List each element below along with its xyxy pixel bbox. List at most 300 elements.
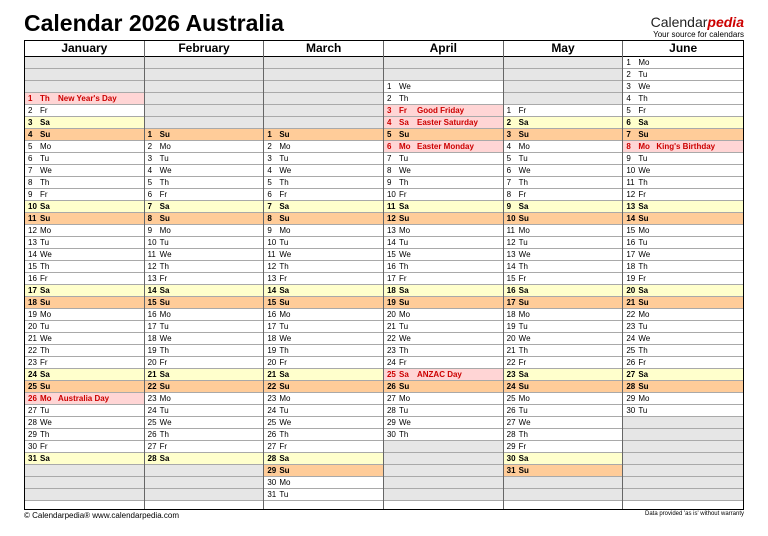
day-cell: [25, 333, 144, 345]
day-number: 20: [267, 358, 277, 367]
weekday-label: Tu: [279, 238, 289, 247]
day-number: 1: [267, 130, 272, 139]
weekday-label: Fr: [279, 274, 287, 283]
day-cell: [384, 285, 503, 297]
holiday-cell: [25, 393, 144, 405]
day-number: 14: [267, 286, 277, 295]
day-cell: [623, 105, 743, 117]
holiday-cell: [623, 141, 743, 153]
day-cell: [504, 117, 623, 129]
weekday-label: Fr: [40, 190, 48, 199]
weekday-label: Tu: [40, 238, 50, 247]
weekday-label: Su: [159, 214, 170, 223]
blank-cell: [504, 57, 623, 69]
weekday-label: Th: [279, 430, 289, 439]
day-number: 22: [626, 310, 636, 319]
blank-cell: [504, 489, 623, 501]
day-number: 11: [267, 250, 276, 259]
day-number: 24: [147, 406, 157, 415]
month-header: January: [25, 41, 144, 57]
day-number: 18: [506, 310, 516, 319]
day-cell: [504, 381, 623, 393]
day-number: 28: [626, 382, 636, 391]
day-cell: [384, 429, 503, 441]
day-number: 2: [267, 142, 272, 151]
day-number: 16: [386, 262, 396, 271]
weekday-label: Fr: [398, 358, 407, 367]
day-cell: [264, 177, 383, 189]
day-cell: [25, 417, 144, 429]
day-cell: [384, 237, 503, 249]
day-number: 4: [506, 142, 512, 151]
day-number: 13: [506, 250, 516, 259]
day-cell: [384, 417, 503, 429]
day-cell: [384, 249, 503, 261]
day-number: 22: [147, 382, 157, 391]
day-number: 19: [267, 346, 277, 355]
weekday-label: Th: [40, 178, 50, 187]
weekday-label: Su: [159, 298, 170, 307]
day-cell: [145, 249, 264, 261]
day-cell: [504, 297, 623, 309]
weekday-label: Th: [159, 346, 169, 355]
day-number: 11: [28, 214, 37, 223]
weekday-label: Fr: [279, 442, 287, 451]
weekday-label: Sa: [398, 370, 409, 379]
day-number: 8: [506, 190, 512, 199]
blank-cell: [264, 69, 383, 81]
day-number: 21: [267, 370, 277, 379]
weekday-label: Sa: [518, 454, 529, 463]
holiday-cell: [384, 369, 503, 381]
day-cell: [145, 405, 264, 417]
day-cell: [504, 321, 623, 333]
day-cell: [264, 441, 383, 453]
day-cell: [623, 369, 743, 381]
day-cell: [623, 93, 743, 105]
day-cell: [264, 357, 383, 369]
day-cell: [264, 417, 383, 429]
weekday-label: Su: [40, 130, 51, 139]
day-cell: [504, 177, 623, 189]
day-cell: [384, 201, 503, 213]
month-column-may: [504, 41, 624, 509]
day-cell: [623, 381, 743, 393]
weekday-label: Sa: [518, 118, 529, 127]
weekday-label: Tu: [40, 406, 50, 415]
blank-cell: [264, 57, 383, 69]
day-number: 24: [506, 382, 516, 391]
weekday-label: Tu: [279, 322, 289, 331]
day-number: 25: [28, 382, 37, 391]
day-number: 21: [506, 346, 516, 355]
day-number: 30: [28, 442, 37, 451]
day-number: 14: [28, 250, 37, 259]
day-number: 16: [147, 310, 157, 319]
day-cell: [25, 153, 144, 165]
weekday-label: Fr: [518, 190, 527, 199]
day-cell: [25, 357, 144, 369]
day-cell: [145, 225, 264, 237]
weekday-label: Su: [40, 214, 51, 223]
day-cell: [384, 357, 503, 369]
day-cell: [384, 177, 503, 189]
day-number: 12: [386, 214, 396, 223]
weekday-label: We: [40, 418, 52, 427]
weekday-label: We: [638, 250, 651, 259]
day-number: 6: [147, 190, 153, 199]
weekday-label: Sa: [279, 370, 290, 379]
weekday-label: Sa: [159, 454, 170, 463]
day-cell: [504, 333, 623, 345]
blank-cell: [384, 69, 503, 81]
day-cell: [623, 405, 743, 417]
weekday-label: Th: [398, 94, 409, 103]
day-cell: [25, 117, 144, 129]
weekday-label: We: [279, 250, 292, 259]
day-cell: [623, 321, 743, 333]
weekday-label: Su: [279, 382, 290, 391]
day-number: 10: [506, 214, 516, 223]
holiday-name: King's Birthday: [656, 142, 716, 151]
day-number: 7: [28, 166, 33, 175]
day-number: 9: [267, 226, 272, 235]
day-cell: [384, 153, 503, 165]
weekday-label: Su: [518, 298, 529, 307]
weekday-label: Su: [279, 214, 290, 223]
weekday-label: Th: [159, 430, 169, 439]
day-number: 26: [626, 358, 636, 367]
blank-cell: [384, 57, 503, 69]
day-number: 26: [28, 394, 37, 403]
weekday-label: Mo: [398, 310, 411, 319]
weekday-label: Fr: [159, 190, 168, 199]
weekday-label: Su: [638, 214, 649, 223]
weekday-label: Mo: [159, 394, 171, 403]
brand-wordmark: [651, 14, 744, 30]
weekday-label: Tu: [518, 238, 528, 247]
blank-cell: [623, 465, 743, 477]
day-cell: [145, 285, 264, 297]
day-number: 27: [626, 370, 636, 379]
day-number: 3: [267, 154, 272, 163]
day-cell: [264, 129, 383, 141]
day-number: 31: [267, 490, 277, 499]
brand-tagline: Your source for calendars: [653, 30, 744, 39]
weekday-label: We: [638, 334, 651, 343]
month-column-march: [264, 41, 384, 509]
day-number: 9: [28, 190, 33, 199]
weekday-label: Su: [159, 130, 170, 139]
weekday-label: Mo: [398, 394, 411, 403]
weekday-label: Tu: [518, 154, 528, 163]
day-number: 28: [147, 454, 157, 463]
weekday-label: Su: [398, 214, 410, 223]
day-cell: [264, 213, 383, 225]
page-title: Calendar 2026 Australia: [24, 10, 284, 36]
day-number: 26: [506, 406, 516, 415]
weekday-label: Tu: [398, 322, 409, 331]
day-cell: [504, 237, 623, 249]
weekday-label: We: [518, 166, 531, 175]
weekday-label: Mo: [638, 226, 650, 235]
day-cell: [264, 237, 383, 249]
day-number: 16: [28, 274, 37, 283]
weekday-label: Tu: [159, 154, 169, 163]
day-number: 22: [28, 346, 37, 355]
weekday-label: Su: [518, 466, 529, 475]
day-cell: [25, 237, 144, 249]
day-cell: [145, 357, 264, 369]
blank-cell: [145, 81, 264, 93]
weekday-label: Tu: [638, 406, 648, 415]
day-cell: [145, 261, 264, 273]
day-number: 5: [506, 154, 512, 163]
month-column-april: [384, 41, 504, 509]
weekday-label: Tu: [40, 154, 50, 163]
weekday-label: We: [638, 82, 651, 91]
day-cell: [25, 429, 144, 441]
day-cell: [264, 141, 383, 153]
day-cell: [264, 393, 383, 405]
weekday-label: Tu: [638, 154, 648, 163]
day-cell: [25, 285, 144, 297]
day-number: 5: [386, 130, 392, 139]
day-cell: [623, 393, 743, 405]
holiday-name: Good Friday: [416, 106, 465, 115]
blank-cell: [504, 81, 623, 93]
weekday-label: Th: [40, 430, 50, 439]
weekday-label: Th: [518, 346, 528, 355]
weekday-label: Th: [638, 262, 648, 271]
day-cell: [25, 189, 144, 201]
day-cell: [264, 465, 383, 477]
day-cell: [25, 141, 144, 153]
day-cell: [384, 321, 503, 333]
day-cell: [264, 489, 383, 501]
weekday-label: Th: [279, 178, 289, 187]
day-number: 6: [267, 190, 272, 199]
day-number: 26: [147, 430, 157, 439]
day-cell: [25, 249, 144, 261]
weekday-label: We: [398, 166, 411, 175]
weekday-label: Th: [279, 262, 289, 271]
weekday-label: We: [398, 418, 411, 427]
weekday-label: Tu: [518, 322, 528, 331]
weekday-label: Sa: [40, 286, 50, 295]
day-cell: [25, 441, 144, 453]
day-number: 29: [28, 430, 37, 439]
weekday-label: Su: [279, 466, 290, 475]
blank-cell: [145, 465, 264, 477]
weekday-label: Sa: [518, 370, 529, 379]
day-number: 24: [386, 358, 396, 367]
day-cell: [623, 333, 743, 345]
day-cell: [384, 261, 503, 273]
weekday-label: Sa: [279, 202, 290, 211]
weekday-label: Fr: [518, 274, 527, 283]
weekday-label: Fr: [279, 190, 287, 199]
weekday-label: Fr: [159, 358, 168, 367]
day-cell: [264, 477, 383, 489]
weekday-label: Mo: [40, 226, 52, 235]
weekday-label: Sa: [40, 118, 50, 127]
day-cell: [384, 225, 503, 237]
day-number: 13: [626, 202, 636, 211]
day-number: 11: [626, 178, 635, 187]
day-cell: [504, 393, 623, 405]
weekday-label: Su: [518, 382, 529, 391]
weekday-label: Fr: [159, 442, 168, 451]
weekday-label: Th: [638, 94, 648, 103]
weekday-label: Th: [638, 178, 648, 187]
day-number: 1: [147, 130, 153, 139]
day-cell: [504, 345, 623, 357]
day-number: 25: [626, 346, 636, 355]
blank-cell: [25, 477, 144, 489]
day-number: 27: [267, 442, 277, 451]
day-number: 21: [386, 322, 396, 331]
day-cell: [384, 81, 503, 93]
day-cell: [504, 261, 623, 273]
day-number: 24: [28, 370, 37, 379]
day-cell: [145, 213, 264, 225]
weekday-label: We: [40, 334, 52, 343]
day-cell: [25, 225, 144, 237]
day-cell: [25, 321, 144, 333]
day-number: 23: [626, 322, 636, 331]
weekday-label: Tu: [40, 322, 50, 331]
day-number: 4: [267, 166, 272, 175]
day-number: 9: [386, 178, 392, 187]
weekday-label: Sa: [159, 286, 170, 295]
blank-cell: [384, 489, 503, 501]
day-number: 30: [506, 454, 516, 463]
blank-cell: [145, 69, 264, 81]
blank-cell: [145, 477, 264, 489]
weekday-label: Th: [159, 178, 169, 187]
day-number: 14: [626, 214, 636, 223]
weekday-label: Fr: [40, 442, 48, 451]
day-cell: [264, 405, 383, 417]
day-cell: [623, 153, 743, 165]
day-cell: [25, 261, 144, 273]
month-column-february: [145, 41, 265, 509]
weekday-label: Mo: [279, 226, 291, 235]
weekday-label: Fr: [638, 106, 646, 115]
day-number: 20: [386, 310, 396, 319]
day-number: 4: [28, 130, 33, 139]
day-number: 21: [626, 298, 636, 307]
day-number: 30: [267, 478, 277, 487]
day-cell: [264, 321, 383, 333]
day-cell: [145, 441, 264, 453]
weekday-label: Su: [398, 130, 410, 139]
day-number: 5: [147, 178, 153, 187]
weekday-label: We: [638, 166, 651, 175]
day-cell: [264, 345, 383, 357]
day-number: 18: [267, 334, 277, 343]
blank-cell: [264, 105, 383, 117]
blank-cell: [25, 489, 144, 501]
day-cell: [145, 453, 264, 465]
day-number: 24: [267, 406, 277, 415]
day-cell: [25, 177, 144, 189]
weekday-label: Th: [159, 262, 169, 271]
brand-part-2: pedia: [707, 14, 744, 30]
brand-logo[interactable]: [651, 14, 744, 39]
day-number: 8: [626, 142, 631, 151]
day-number: 4: [147, 166, 153, 175]
day-number: 28: [506, 430, 516, 439]
day-number: 6: [626, 118, 631, 127]
weekday-label: We: [518, 334, 531, 343]
day-number: 15: [147, 298, 157, 307]
blank-cell: [25, 69, 144, 81]
weekday-label: Th: [398, 346, 409, 355]
day-cell: [623, 69, 743, 81]
day-cell: [145, 321, 264, 333]
day-number: 6: [506, 166, 512, 175]
weekday-label: Tu: [398, 238, 409, 247]
day-number: 7: [386, 154, 392, 163]
day-cell: [504, 225, 623, 237]
weekday-label: Mo: [159, 142, 171, 151]
weekday-label: Fr: [398, 274, 407, 283]
weekday-label: Sa: [518, 286, 529, 295]
day-number: 13: [267, 274, 277, 283]
month-column-january: [25, 41, 145, 509]
day-number: 13: [28, 238, 37, 247]
day-cell: [504, 429, 623, 441]
weekday-label: Mo: [279, 310, 291, 319]
day-number: 22: [267, 382, 277, 391]
weekday-label: Mo: [159, 226, 171, 235]
day-number: 19: [386, 298, 396, 307]
day-number: 12: [626, 190, 636, 199]
weekday-label: Th: [398, 262, 409, 271]
weekday-label: Sa: [40, 454, 50, 463]
day-number: 12: [267, 262, 277, 271]
day-cell: [504, 129, 623, 141]
weekday-label: Fr: [279, 358, 287, 367]
day-cell: [504, 201, 623, 213]
day-cell: [504, 369, 623, 381]
weekday-label: Sa: [159, 202, 170, 211]
weekday-label: Mo: [279, 142, 291, 151]
day-number: 17: [386, 274, 396, 283]
blank-cell: [145, 105, 264, 117]
day-number: 26: [386, 382, 396, 391]
weekday-label: Fr: [518, 106, 527, 115]
day-cell: [145, 333, 264, 345]
weekday-label: Sa: [279, 454, 290, 463]
holiday-name: New Year's Day: [58, 94, 117, 103]
weekday-label: Mo: [518, 226, 530, 235]
day-cell: [623, 261, 743, 273]
weekday-label: Tu: [279, 406, 289, 415]
month-header: June: [623, 41, 743, 57]
blank-cell: [145, 93, 264, 105]
day-cell: [623, 57, 743, 69]
weekday-label: Su: [40, 382, 51, 391]
holiday-name: Australia Day: [58, 394, 110, 403]
day-cell: [623, 201, 743, 213]
weekday-label: We: [159, 334, 172, 343]
weekday-label: Tu: [518, 406, 528, 415]
blank-cell: [264, 81, 383, 93]
weekday-label: Tu: [279, 490, 289, 499]
